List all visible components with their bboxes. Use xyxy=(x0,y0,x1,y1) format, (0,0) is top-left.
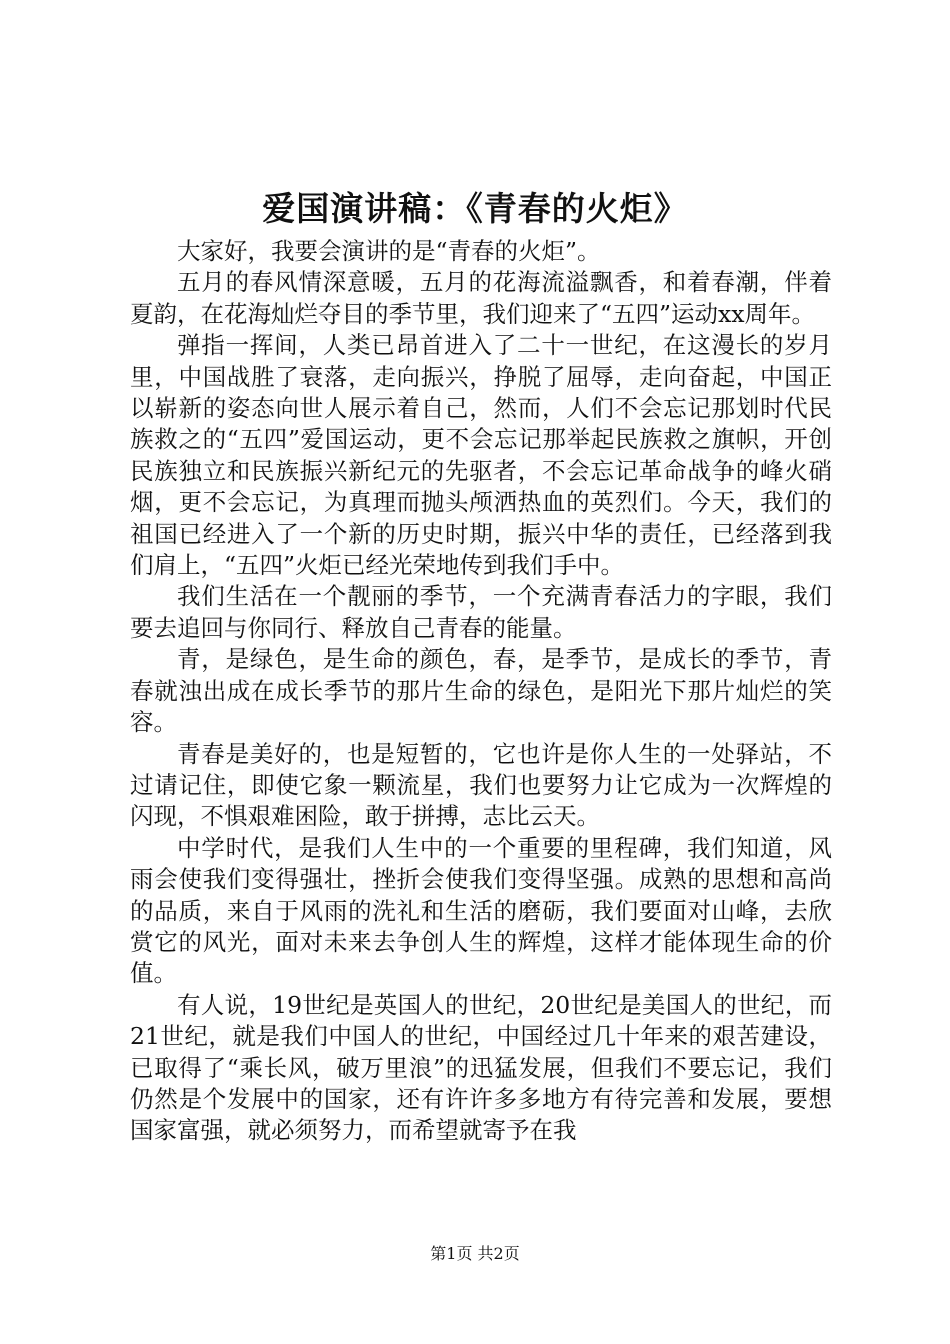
paragraph: 有人说，19世纪是英国人的世纪，20世纪是美国人的世纪，而21世纪，就是我们中国人的世纪，中国经过几十年来的艰苦建设，已取得了“乘长风，破万里浪”的迅猛发展，但我们不要忘记，我们仍然是个发展中的国家，还有许许多多地方有待完善和发展，要想国家富强，就必须努力，而希望就寄予在我 xyxy=(130,990,832,1145)
paragraph: 我们生活在一个靓丽的季节，一个充满青春活力的字眼，我们要去追回与你同行、释放自己青春的能量。 xyxy=(130,582,832,642)
paragraph: 五月的春风情深意暖，五月的花海流溢飘香，和着春潮，伴着夏韵，在花海灿烂夺目的季节里，我们迎来了“五四”运动xx周年。 xyxy=(130,268,832,328)
page-number-footer: 第1页 共2页 xyxy=(430,1244,520,1263)
paragraph: 中学时代，是我们人生中的一个重要的里程碑，我们知道，风雨会使我们变得强壮，挫折会使我们变得坚强。成熟的思想和高尚的品质，来自于风雨的洗礼和生活的磨砺，我们要面对山峰，去欣赏它的风光，面对未来去争创人生的辉煌，这样才能体现生命的价值。 xyxy=(130,833,832,988)
paragraph: 青春是美好的，也是短暂的，它也许是你人生的一处驿站，不过请记住，即使它象一颗流星，我们也要努力让它成为一次辉煌的闪现，不惧艰难困险，敢于拼搏，志比云天。 xyxy=(130,739,832,831)
paragraph: 青，是绿色，是生命的颜色，春，是季节，是成长的季节，青春就浊出成在成长季节的那片生命的绿色，是阳光下那片灿烂的笑容。 xyxy=(130,645,832,737)
paragraph: 弹指一挥间，人类已昂首进入了二十一世纪，在这漫长的岁月里，中国战胜了衰落，走向振兴，挣脱了屈辱，走向奋起，中国正以崭新的姿态向世人展示着自己，然而，人们不会忘记那划时代民族救之的“五四”爱国运动，更不会忘记那举起民族救之旗帜，开创民族独立和民族振兴新纪元的先驱者，不会忘记革命战争的峰火硝烟，更不会忘记，为真理而抛头颅洒热血的英烈们。今天，我们的祖国已经进入了一个新的历史时期，振兴中华的责任，已经落到我们肩上，“五四”火炬已经光荣地传到我们手中。 xyxy=(130,331,832,580)
document-body xyxy=(130,236,832,1147)
paragraph: 大家好，我要会演讲的是“青春的火炬”。 xyxy=(177,237,601,265)
document-title: 爱国演讲稿：《青春的火炬》 xyxy=(262,189,688,228)
